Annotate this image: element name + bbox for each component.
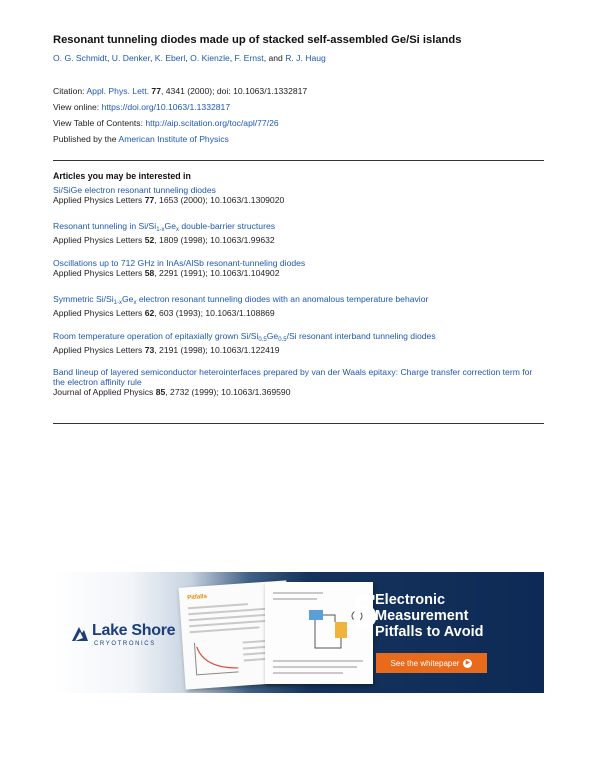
article-title: Resonant tunneling diodes made up of stacked self-assembled Ge/Si islands <box>53 34 462 46</box>
author-link[interactable]: O. Kienzle <box>190 53 230 63</box>
related-article-title-link[interactable]: Oscillations up to 712 GHz in InAs/AlSb resonant-tunneling diodes <box>53 258 306 268</box>
journal-link[interactable]: Appl. Phys. Lett. <box>86 86 150 96</box>
citation-volume: 77 <box>151 86 161 96</box>
chart-thumbnail-icon <box>192 638 240 677</box>
author-list: O. G. Schmidt, U. Denker, K. Eberl, O. Kienzle, F. Ernst, and R. J. Haug <box>53 53 326 63</box>
publisher-link[interactable]: American Institute of Physics <box>118 134 229 144</box>
author-link[interactable]: K. Eberl <box>154 53 186 63</box>
related-article-title-link[interactable]: Room temperature operation of epitaxially grown $Si/Si_{0.5}Ge_{0.5}/Si$ resonant interband tunneling diodes <box>53 331 436 343</box>
related-heading: Articles you may be interested in <box>53 171 191 181</box>
lakeshore-logo-icon <box>71 624 89 642</box>
related-article <box>53 294 544 319</box>
related-article-citation: Applied Physics Letters 73, 2191 (1998); 10.1063/1.122419 <box>53 345 280 355</box>
related-article <box>53 221 544 246</box>
related-article <box>53 331 544 356</box>
publisher-line: Published by the American Institute of Physics <box>53 134 229 144</box>
related-article-title-link[interactable]: Band lineup of layered semiconductor heterointerfaces prepared by van der Waals epitaxy: Charge transfer correction term for the electron affinity rule <box>53 367 533 387</box>
related-article <box>53 258 544 279</box>
related-article-title-link[interactable]: Si/SiGe electron resonant tunneling diodes <box>53 185 216 195</box>
toc-line: View Table of Contents: http://aip.scitation.org/toc/apl/77/26 <box>53 118 279 128</box>
ad-headline: Electronic Measurement Pitfalls to Avoid <box>375 592 484 640</box>
divider-bottom <box>53 423 544 424</box>
ad-number: 5 <box>352 585 378 637</box>
play-arrow-icon: ▶ <box>463 659 472 668</box>
view-online-line: View online: https://doi.org/10.1063/1.1332817 <box>53 102 231 112</box>
related-article-citation: Applied Physics Letters 77, 1653 (2000); 10.1063/1.1309020 <box>53 195 285 205</box>
advertisement-banner[interactable] <box>53 572 544 693</box>
toc-link[interactable]: http://aip.scitation.org/toc/apl/77/26 <box>145 118 279 128</box>
related-article <box>53 185 544 206</box>
related-article-citation: Applied Physics Letters 62, 603 (1993); 10.1063/1.108869 <box>53 308 275 318</box>
citation-line: Citation: Appl. Phys. Lett. 77, 4341 (2000); doi: 10.1063/1.1332817 <box>53 86 308 96</box>
see-whitepaper-button[interactable]: See the whitepaper ▶ <box>376 653 487 673</box>
author-link[interactable]: O. G. Schmidt <box>53 53 107 63</box>
doi-link[interactable]: https://doi.org/10.1063/1.1332817 <box>101 102 231 112</box>
logo-text: Lake Shore <box>92 622 176 639</box>
related-article <box>53 367 544 398</box>
divider-top <box>53 160 544 161</box>
author-link[interactable]: U. Denker <box>111 53 150 63</box>
related-article-title-link[interactable]: Resonant tunneling in $Si/Si_{1-x}Ge_x$ double-barrier structures <box>53 221 276 233</box>
author-link[interactable]: R. J. Haug <box>285 53 326 63</box>
logo-subtext: CRYOTRONICS <box>94 641 156 647</box>
related-article-citation: Applied Physics Letters 52, 1809 (1998); 10.1063/1.99632 <box>53 235 275 245</box>
related-article-citation: Applied Physics Letters 58, 2291 (1991); 10.1063/1.104902 <box>53 268 280 278</box>
whitepaper-title: Pitfalls <box>187 593 208 602</box>
related-article-citation: Journal of Applied Physics 85, 2732 (1999); 10.1063/1.369590 <box>53 387 291 397</box>
related-article-title-link[interactable]: Symmetric $Si/Si_{1-x}Ge_x$ electron resonant tunneling diodes with an anomalous temperature behavior <box>53 294 429 306</box>
author-link[interactable]: F. Ernst <box>234 53 264 63</box>
